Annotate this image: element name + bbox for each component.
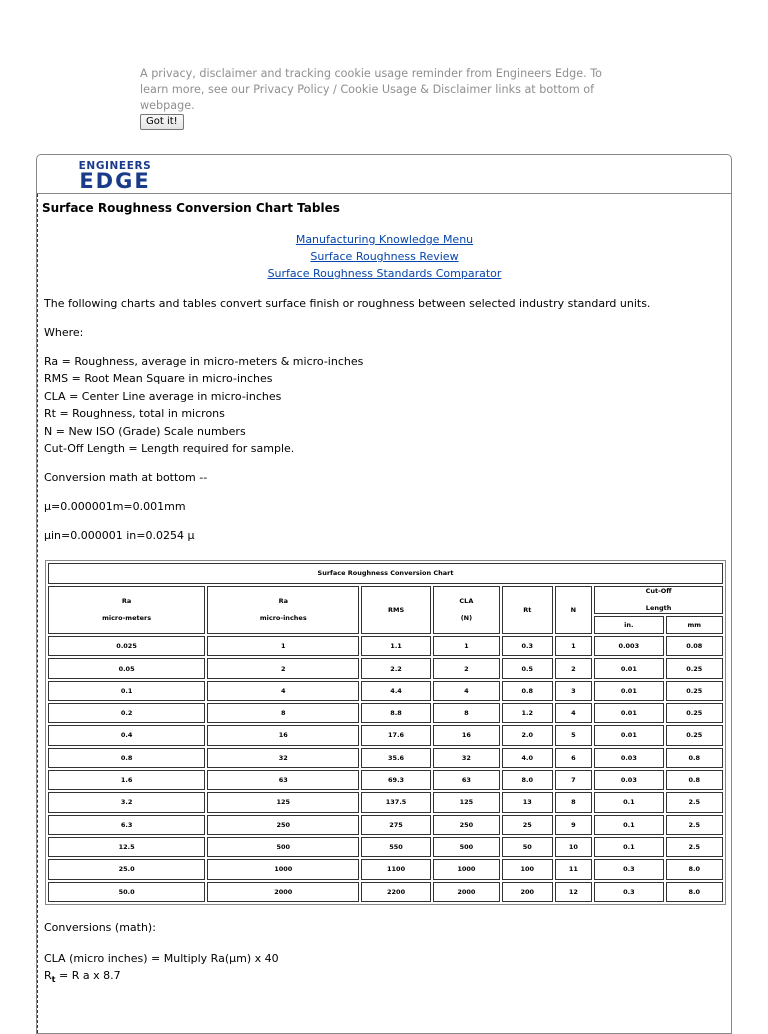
table-row — [48, 658, 723, 678]
cell-cutoff-mm: 8.0 — [666, 882, 724, 902]
table-row — [48, 681, 723, 701]
page-title: Surface Roughness Conversion Chart Tables — [42, 201, 340, 215]
cell-cutoff-in: 0.01 — [594, 658, 663, 678]
cell-rms: 2.2 — [361, 658, 430, 678]
cell-ra-um: 1.6 — [48, 770, 205, 790]
definition-cla: CLA = Center Line average in micro-inches — [44, 389, 282, 403]
cell-n: 9 — [555, 815, 593, 835]
cell-cla: 8 — [433, 703, 500, 723]
cell-ra-um: 0.025 — [48, 636, 205, 656]
cell-cutoff-mm: 0.25 — [666, 703, 724, 723]
cell-rms: 35.6 — [361, 748, 430, 768]
cell-ra-uin: 16 — [207, 725, 359, 745]
cell-rt: 13 — [502, 792, 553, 812]
definition-rms: RMS = Root Mean Square in micro-inches — [44, 372, 273, 386]
cell-n: 5 — [555, 725, 593, 745]
table-row — [48, 859, 723, 879]
cell-cla: 16 — [433, 725, 500, 745]
cell-cutoff-in: 0.01 — [594, 725, 663, 745]
cell-cutoff-mm: 0.08 — [666, 636, 724, 656]
cell-cutoff-mm: 2.5 — [666, 837, 724, 857]
cell-rt: 200 — [502, 882, 553, 902]
cell-cutoff-in: 0.1 — [594, 837, 663, 857]
header-cutoff-in: in. — [594, 616, 663, 635]
cookie-notice-text: A privacy, disclaimer and tracking cookie usage reminder from Engineers Edge. To learn more, see our Privacy Policy / Cookie Usage & Disclaimer links at bottom of webpage. — [140, 67, 603, 112]
cell-rt: 4.0 — [502, 748, 553, 768]
table-row — [48, 792, 723, 812]
cell-cutoff-in: 0.3 — [594, 859, 663, 879]
cell-rms: 8.8 — [361, 703, 430, 723]
link-manufacturing-menu[interactable]: Manufacturing Knowledge Menu — [295, 233, 474, 246]
cell-cutoff-in: 0.1 — [594, 792, 663, 812]
cell-n: 7 — [555, 770, 593, 790]
cell-ra-uin: 8 — [207, 703, 359, 723]
cell-ra-uin: 250 — [207, 815, 359, 835]
conversions-label: Conversions (math): — [44, 921, 156, 934]
cookie-accept-button[interactable]: Got it! — [140, 114, 184, 130]
cell-cla: 32 — [433, 748, 500, 768]
cell-ra-um: 0.05 — [48, 658, 205, 678]
header-rms: RMS — [361, 586, 430, 634]
table-row — [48, 725, 723, 745]
cell-ra-um: 3.2 — [48, 792, 205, 812]
cell-rt: 1.2 — [502, 703, 553, 723]
table-row — [48, 815, 723, 835]
header-rt: Rt — [502, 586, 553, 634]
table-row — [48, 703, 723, 723]
cell-ra-uin: 500 — [207, 837, 359, 857]
cell-ra-uin: 2 — [207, 658, 359, 678]
intro-text: The following charts and tables convert surface finish or roughness between selected industry standard units. — [44, 297, 651, 310]
logo-line2: EDGE — [79, 169, 151, 189]
cell-ra-uin: 1000 — [207, 859, 359, 879]
cell-n: 3 — [555, 681, 593, 701]
where-label: Where: — [44, 326, 84, 339]
roughness-table-body — [48, 563, 723, 902]
cell-cutoff-in: 0.01 — [594, 703, 663, 723]
cell-rt: 50 — [502, 837, 553, 857]
cell-cutoff-mm: 0.25 — [666, 658, 724, 678]
site-header — [37, 155, 731, 194]
cell-n: 2 — [555, 658, 593, 678]
header-ra-um: Ra micro-meters — [48, 586, 205, 634]
header-ra-uin: Ra micro-inches — [207, 586, 359, 634]
cell-cla: 500 — [433, 837, 500, 857]
cell-rms: 4.4 — [361, 681, 430, 701]
cell-cutoff-in: 0.03 — [594, 748, 663, 768]
cell-cla: 125 — [433, 792, 500, 812]
cell-ra-uin: 1 — [207, 636, 359, 656]
cell-cutoff-mm: 0.8 — [666, 748, 724, 768]
cell-n: 12 — [555, 882, 593, 902]
cell-ra-um: 0.4 — [48, 725, 205, 745]
cell-rms: 550 — [361, 837, 430, 857]
definition-n: N = New ISO (Grade) Scale numbers — [44, 424, 246, 438]
cell-rms: 69.3 — [361, 770, 430, 790]
cell-rt: 8.0 — [502, 770, 553, 790]
header-cutoff-mm: mm — [666, 616, 724, 635]
cell-cla: 1 — [433, 636, 500, 656]
cell-cutoff-mm: 0.8 — [666, 770, 724, 790]
cell-rms: 275 — [361, 815, 430, 835]
header-cutoff: Cut-Off Length — [594, 586, 723, 614]
cell-ra-uin: 63 — [207, 770, 359, 790]
cell-ra-uin: 32 — [207, 748, 359, 768]
definition-rt: Rt = Roughness, total in microns — [44, 407, 225, 421]
cell-ra-um: 6.3 — [48, 815, 205, 835]
cell-n: 11 — [555, 859, 593, 879]
cell-ra-um: 25.0 — [48, 859, 205, 879]
cell-cla: 2000 — [433, 882, 500, 902]
roughness-chart — [45, 560, 726, 905]
cell-rms: 137.5 — [361, 792, 430, 812]
rt-formula: $R_t = R$ a x 8.7 — [44, 969, 121, 985]
definition-ra: Ra = Roughness, average in micro-meters & micro-inches — [44, 355, 364, 368]
definition-cutoff: Cut-Off Length = Length required for sample. — [44, 442, 295, 455]
cell-cla: 250 — [433, 815, 500, 835]
logo-line1: ENGINEERS — [78, 160, 152, 172]
cell-rms: 2200 — [361, 882, 430, 902]
header-cla: CLA (N) — [433, 586, 500, 634]
cell-ra-uin: 2000 — [207, 882, 359, 902]
cell-cutoff-in: 0.03 — [594, 770, 663, 790]
cell-rt: 0.8 — [502, 681, 553, 701]
cell-ra-um: 0.2 — [48, 703, 205, 723]
nav-links — [38, 231, 731, 282]
micro-inch-line: μin=0.000001 in=0.0254 μ — [44, 529, 195, 542]
cell-ra-um: 0.1 — [48, 681, 205, 701]
cell-n: 6 — [555, 748, 593, 768]
cell-cutoff-mm: 0.25 — [666, 725, 724, 745]
table-row — [48, 748, 723, 768]
cell-cla: 4 — [433, 681, 500, 701]
math-note: Conversion math at bottom -- — [44, 471, 208, 484]
table-row — [48, 837, 723, 857]
cell-ra-um: 12.5 — [48, 837, 205, 857]
table-row — [48, 882, 723, 902]
cell-cutoff-in: 0.1 — [594, 815, 663, 835]
cell-ra-uin: 4 — [207, 681, 359, 701]
article-content — [37, 194, 731, 1033]
cla-formula: CLA (micro inches) = Multiply Ra(μm) x 40 — [44, 952, 279, 965]
cell-n: 1 — [555, 636, 593, 656]
cell-cutoff-in: 0.01 — [594, 681, 663, 701]
cell-cutoff-in: 0.003 — [594, 636, 663, 656]
link-standards-comparator[interactable]: Surface Roughness Standards Comparator — [267, 267, 502, 280]
link-roughness-review[interactable]: Surface Roughness Review — [310, 250, 459, 263]
cell-rms: 1.1 — [361, 636, 430, 656]
cell-cutoff-mm: 2.5 — [666, 815, 724, 835]
cell-rms: 17.6 — [361, 725, 430, 745]
engineers-edge-logo[interactable] — [56, 159, 174, 189]
chart-title: Surface Roughness Conversion Chart — [48, 563, 723, 584]
cell-ra-uin: 125 — [207, 792, 359, 812]
table-row — [48, 770, 723, 790]
cell-cutoff-mm: 2.5 — [666, 792, 724, 812]
cell-cutoff-mm: 0.25 — [666, 681, 724, 701]
cell-rt: 0.3 — [502, 636, 553, 656]
roughness-table — [46, 561, 725, 904]
cell-cutoff-in: 0.3 — [594, 882, 663, 902]
cell-rt: 25 — [502, 815, 553, 835]
cell-cutoff-mm: 8.0 — [666, 859, 724, 879]
cell-rt: 100 — [502, 859, 553, 879]
cell-cla: 1000 — [433, 859, 500, 879]
header-n: N — [555, 586, 593, 634]
micro-meter-line: μ=0.000001m=0.001mm — [44, 500, 186, 513]
cell-ra-um: 0.8 — [48, 748, 205, 768]
cell-rt: 2.0 — [502, 725, 553, 745]
cell-rms: 1100 — [361, 859, 430, 879]
cell-n: 4 — [555, 703, 593, 723]
cell-ra-um: 50.0 — [48, 882, 205, 902]
cell-rt: 0.5 — [502, 658, 553, 678]
table-row — [48, 636, 723, 656]
cell-n: 8 — [555, 792, 593, 812]
cell-cla: 63 — [433, 770, 500, 790]
cell-n: 10 — [555, 837, 593, 857]
main-panel — [36, 154, 732, 1034]
cell-cla: 2 — [433, 658, 500, 678]
